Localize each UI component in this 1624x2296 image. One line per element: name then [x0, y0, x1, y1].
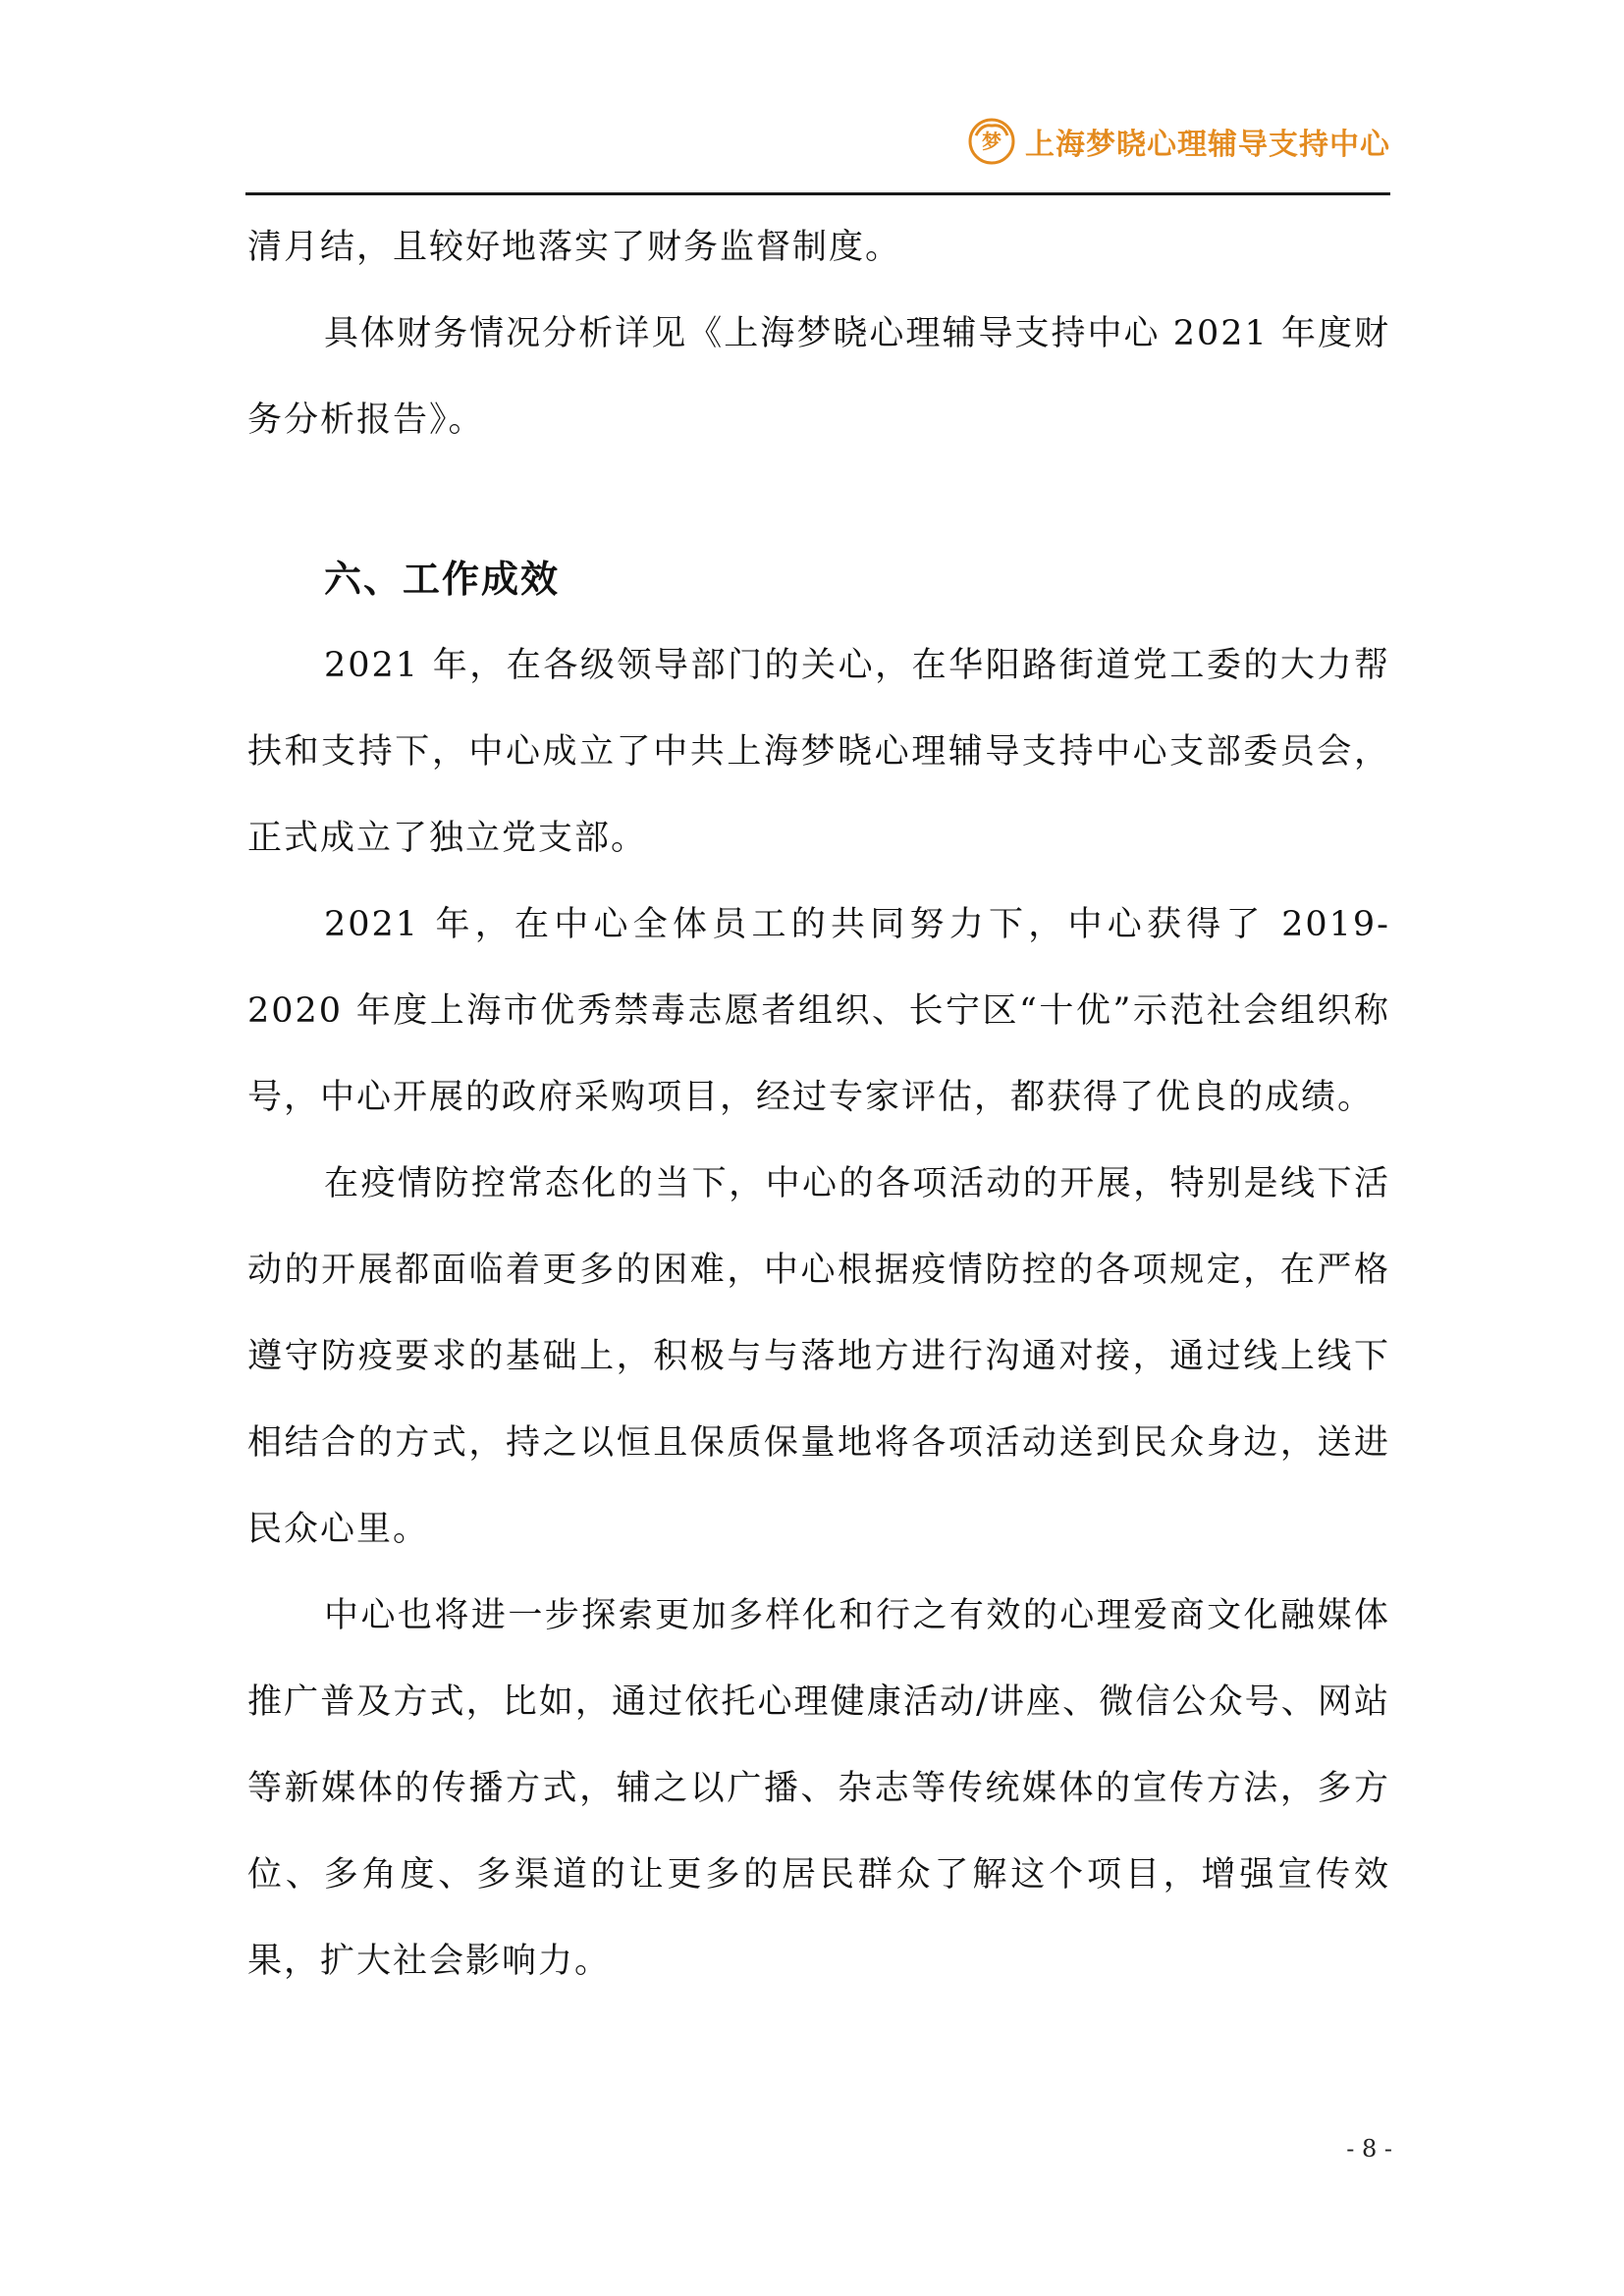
paragraph-awards: 2021 年，在中心全体员工的共同努力下，中心获得了 2019-2020 年度上海市优秀禁毒志愿者组织、长宁区“十优”示范社会组织称号，中心开展的政府采购项目，经过专家评估，都获得了优良的成绩。: [247, 905, 1390, 1117]
paragraph-media-promotion: 中心也将进一步探索更加多样化和行之有效的心理爱商文化融媒体推广普及方式，比如，通过依托心理健康活动/讲座、微信公众号、网站等新媒体的传播方式，辅之以广播、杂志等传统媒体的宣传方法，多方位、多角度、多渠道的让更多的居民群众了解这个项目，增强宣传效果，扩大社会影响力。: [247, 1596, 1390, 1981]
paragraph-finance-reference: 具体财务情况分析详见《上海梦晓心理辅导支持中心 2021 年度财务分析报告》。: [247, 314, 1390, 440]
page-header: [245, 108, 1390, 195]
page-number: - 8 -: [1346, 2135, 1392, 2163]
section-heading: 六、工作成效: [324, 558, 561, 601]
paragraph-epidemic-activities: 在疫情防控常态化的当下，中心的各项活动的开展，特别是线下活动的开展都面临着更多的困难，中心根据疫情防控的各项规定，在严格遵守防疫要求的基础上，积极与与落地方进行沟通对接，通过线上线下相结合的方式，持之以恒且保质保量地将各项活动送到民众身边，送进民众心里。: [247, 1164, 1390, 1549]
document-body: [247, 204, 1390, 2004]
dream-logo-icon: [966, 116, 1017, 167]
org-name: 上海梦晓心理辅导支持中心: [1025, 128, 1390, 162]
paragraph-party-branch: 2021 年，在各级领导部门的关心，在华阳路街道党工委的大力帮扶和支持下，中心成立了中共上海梦晓心理辅导支持中心支部委员会，正式成立了独立党支部。: [247, 646, 1390, 858]
org-logo: [966, 116, 1390, 167]
logo-char: 梦: [982, 130, 1001, 153]
paragraph-continued: 清月结，且较好地落实了财务监督制度。: [247, 228, 902, 267]
